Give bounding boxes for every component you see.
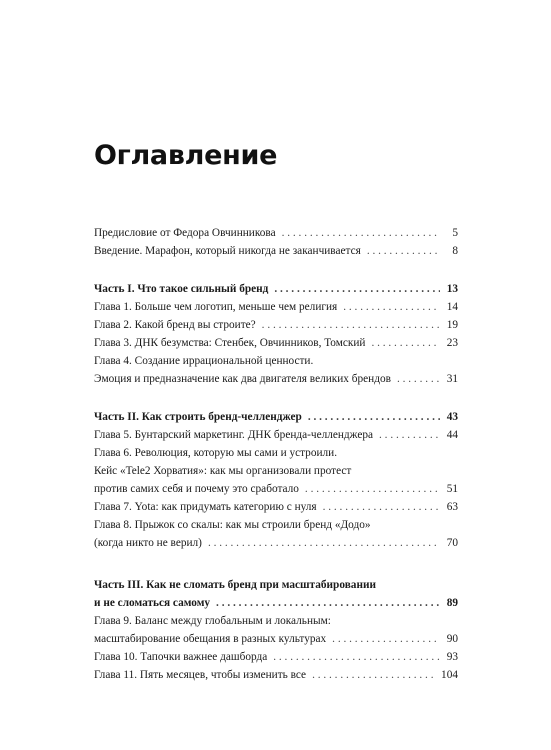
- toc-entry-line: [94, 612, 458, 630]
- toc-entry-line: [94, 224, 458, 242]
- toc-entry-text: (когда никто не верил): [94, 537, 202, 549]
- dot-leader: [274, 280, 440, 298]
- toc-entry-line: [94, 298, 458, 316]
- toc-entry-text: Кейс «Tele2 Хорватия»: как мы организовали протест: [94, 465, 352, 477]
- toc-entry-text: масштабирование обещания в разных культурах: [94, 633, 327, 645]
- toc-page-number: 43: [446, 411, 458, 423]
- toc-page-number: 19: [446, 319, 458, 331]
- toc-entry-line: [94, 480, 458, 498]
- dot-leader: [305, 480, 440, 498]
- toc-entry-text: Глава 4. Создание иррациональной ценности.: [94, 355, 314, 367]
- toc-entry-text: Глава 8. Прыжок со скалы: как мы строили бренд «Додо»: [94, 519, 371, 531]
- dot-leader: [312, 666, 437, 684]
- toc-entry-text: Глава 2. Какой бренд вы строите?: [94, 319, 256, 331]
- toc-entry-text: Глава 7. Yota: как придумать категорию с нуля: [94, 501, 317, 513]
- toc-page-number: 23: [446, 337, 458, 349]
- dot-leader: [323, 498, 440, 516]
- toc-entry-line: [94, 444, 458, 462]
- toc-entry-text: и не сломаться самому: [94, 597, 211, 609]
- dot-leader: [308, 408, 440, 426]
- section-gap: [94, 260, 458, 280]
- toc-entry-text: Введение. Марафон, который никогда не заканчивается: [94, 245, 361, 257]
- toc-page-number: 31: [446, 373, 458, 385]
- toc-entry-text: против самих себя и почему это сработало: [94, 483, 299, 495]
- dot-leader: [343, 298, 440, 316]
- toc-entry-text: Глава 5. Бунтарский маркетинг. ДНК бренда-челленджера: [94, 429, 374, 441]
- toc-entry-text: Эмоция и предназначение как два двигателя великих брендов: [94, 373, 391, 385]
- toc-part-line: [94, 280, 458, 298]
- toc-entry-text: Часть II. Как строить бренд-челленджер: [94, 411, 302, 423]
- toc-entry-text: Часть I. Что такое сильный бренд: [94, 283, 269, 295]
- dot-leader: [367, 242, 440, 260]
- toc-entry-text: Глава 1. Больше чем логотип, меньше чем религия: [94, 301, 338, 313]
- toc-page-number: 104: [441, 669, 458, 681]
- toc-page-number: 5: [452, 227, 458, 239]
- page-title: Оглавление: [94, 140, 278, 171]
- toc-page-number: 14: [446, 301, 458, 313]
- toc-entry-line: [94, 462, 458, 480]
- toc-entry-line: [94, 498, 458, 516]
- toc-entry-line: [94, 352, 458, 370]
- toc-entry-text: Предисловие от Федора Овчинникова: [94, 227, 276, 239]
- toc-entry-line: [94, 334, 458, 352]
- toc-entry-text: Глава 6. Революция, которую мы сами и устроили.: [94, 447, 338, 459]
- toc-page-number: 93: [446, 651, 458, 663]
- toc-page-number: 89: [446, 597, 458, 609]
- toc-page-number: 70: [446, 537, 458, 549]
- toc-page-number: 8: [452, 245, 458, 257]
- dot-leader: [262, 316, 440, 334]
- toc-page-number: 44: [446, 429, 458, 441]
- toc-page-number: 51: [446, 483, 458, 495]
- toc-page-number: 13: [446, 283, 458, 295]
- dot-leader: [216, 594, 440, 612]
- section-gap: [94, 388, 458, 408]
- dot-leader: [282, 224, 440, 242]
- dot-leader: [332, 630, 440, 648]
- toc-entry-line: [94, 242, 458, 260]
- toc-entry-line: [94, 316, 458, 334]
- toc-entry-text: Глава 3. ДНК безумства: Стенбек, Овчинников, Томский: [94, 337, 366, 349]
- toc-part-line: [94, 408, 458, 426]
- toc-entry-line: [94, 630, 458, 648]
- toc-page-number: 63: [446, 501, 458, 513]
- toc-entry-text: Часть III. Как не сломать бренд при масштабировании: [94, 579, 376, 591]
- toc-entry-line: [94, 516, 458, 534]
- toc-page-number: 90: [446, 633, 458, 645]
- dot-leader: [397, 370, 440, 388]
- toc-part-line: [94, 576, 458, 594]
- toc-entry-line: [94, 534, 458, 552]
- toc-entry-text: Глава 9. Баланс между глобальным и локальным:: [94, 615, 331, 627]
- toc-part-line: [94, 594, 458, 612]
- toc-entry-line: [94, 648, 458, 666]
- dot-leader: [371, 334, 440, 352]
- dot-leader: [273, 648, 440, 666]
- dot-leader: [379, 426, 440, 444]
- section-gap: [94, 552, 458, 576]
- toc-entry-line: [94, 426, 458, 444]
- toc-entry-line: [94, 666, 458, 684]
- toc-entry-line: [94, 370, 458, 388]
- toc-entry-text: Глава 10. Тапочки важнее дашборда: [94, 651, 268, 663]
- table-of-contents: [94, 224, 458, 684]
- dot-leader: [208, 534, 440, 552]
- toc-entry-text: Глава 11. Пять месяцев, чтобы изменить все: [94, 669, 307, 681]
